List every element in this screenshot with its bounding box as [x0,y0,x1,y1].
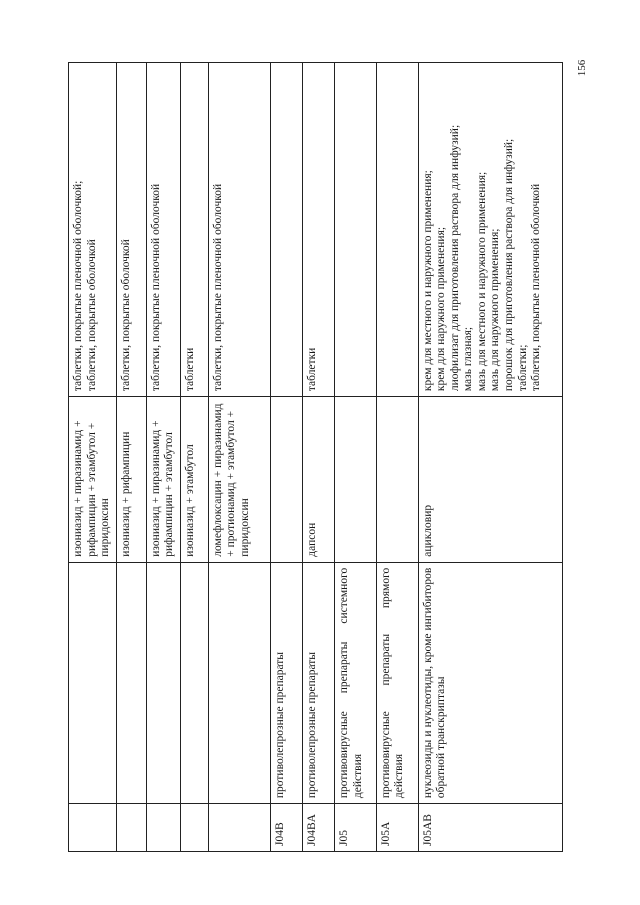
dosage-form-line: таблетки, покрытые пленочной оболочкой [149,183,162,392]
atc-code-cell [209,803,271,851]
group-cell [147,562,180,803]
table-row [335,63,377,851]
atc-code-cell [147,803,180,851]
drug-name-cell: изониазид + пиразинамид + рифампицин + этамбутол [147,396,180,562]
drug-name-cell: ломефлоксацин + пиразинамид + протионамид + этамбутол + пиридоксин [209,396,271,562]
table-row [419,63,562,851]
table-row [147,63,181,851]
atc-code-cell [181,803,208,851]
drug-name-cell: изониазид + пиразинамид + рифампицин + этамбутол + пиридоксин [69,396,116,562]
table-row [271,63,303,851]
group-cell [181,562,208,803]
drug-name-cell [377,396,418,562]
group-cell: противовирусные препараты системного действия [335,562,376,803]
dosage-form-line: лиофилизат для приготовления раствора для инфузий; [448,124,461,392]
table-row [117,63,147,851]
dosage-form-line: порошок для приготовления раствора для инфузий; [502,138,515,392]
dosage-form-cell [117,63,146,396]
drug-name-cell: дапсон [303,396,334,562]
dosage-form-cell [69,63,116,396]
atc-code-cell: J05 [335,803,376,851]
dosage-form-line: таблетки, покрытые пленочной оболочкой [211,183,224,392]
dosage-form-line: крем для местного и наружного применения; [421,170,434,392]
dosage-form-line: крем для наружного применения; [435,226,448,392]
atc-code-cell: J04BA [303,803,334,851]
drug-name-cell [271,396,302,562]
table-row [181,63,209,851]
dosage-form-line: таблетки, покрытые оболочкой [85,239,98,392]
group-cell [209,562,271,803]
group-cell: нуклеозиды и нуклеотиды, кроме ингибиторов обратной транскриптазы [419,562,562,803]
dosage-form-line: мазь для местного и наружного применения; [475,171,488,392]
group-cell [117,562,146,803]
dosage-form-cell [377,63,418,396]
dosage-form-line: мазь глазная; [462,326,475,392]
table-row [209,63,272,851]
table-row [69,63,117,851]
dosage-form-line: таблетки; [516,344,529,392]
dosage-form-cell [271,63,302,396]
dosage-form-cell [303,63,334,396]
group-cell: противолепрозные препараты [303,562,334,803]
drug-name-cell: ацикловир [419,396,562,562]
dosage-form-line: таблетки [306,347,319,392]
group-cell: противовирусные препараты прямого действия [377,562,418,803]
dosage-form-line: мазь для наружного применения; [489,228,502,392]
table-row [377,63,419,851]
dosage-form-line: таблетки, покрытые оболочкой [119,239,132,392]
dosage-form-cell [147,63,180,396]
dosage-form-line: таблетки, покрытые пленочной оболочкой; [72,180,84,392]
dosage-form-cell [209,63,271,396]
atc-code-cell: J05A [377,803,418,851]
table-row [303,63,335,851]
dosage-form-cell [181,63,208,396]
drug-table [68,62,563,852]
dosage-form-line: таблетки, покрытые пленочной оболочкой [530,183,543,392]
atc-code-cell [69,803,116,851]
dosage-form-cell [419,63,562,396]
dosage-form-line: таблетки [183,347,196,392]
drug-name-cell: изониазид + рифампицин [117,396,146,562]
drug-name-cell: изониазид + этамбутол [181,396,208,562]
table-wrapper [68,62,563,852]
page-number: 156 [576,59,588,77]
group-cell [69,562,116,803]
atc-code-cell: J05AB [419,803,562,851]
atc-code-cell [117,803,146,851]
group-cell: противолепрозные препараты [271,562,302,803]
drug-name-cell [335,396,376,562]
atc-code-cell: J04B [271,803,302,851]
dosage-form-cell [335,63,376,396]
